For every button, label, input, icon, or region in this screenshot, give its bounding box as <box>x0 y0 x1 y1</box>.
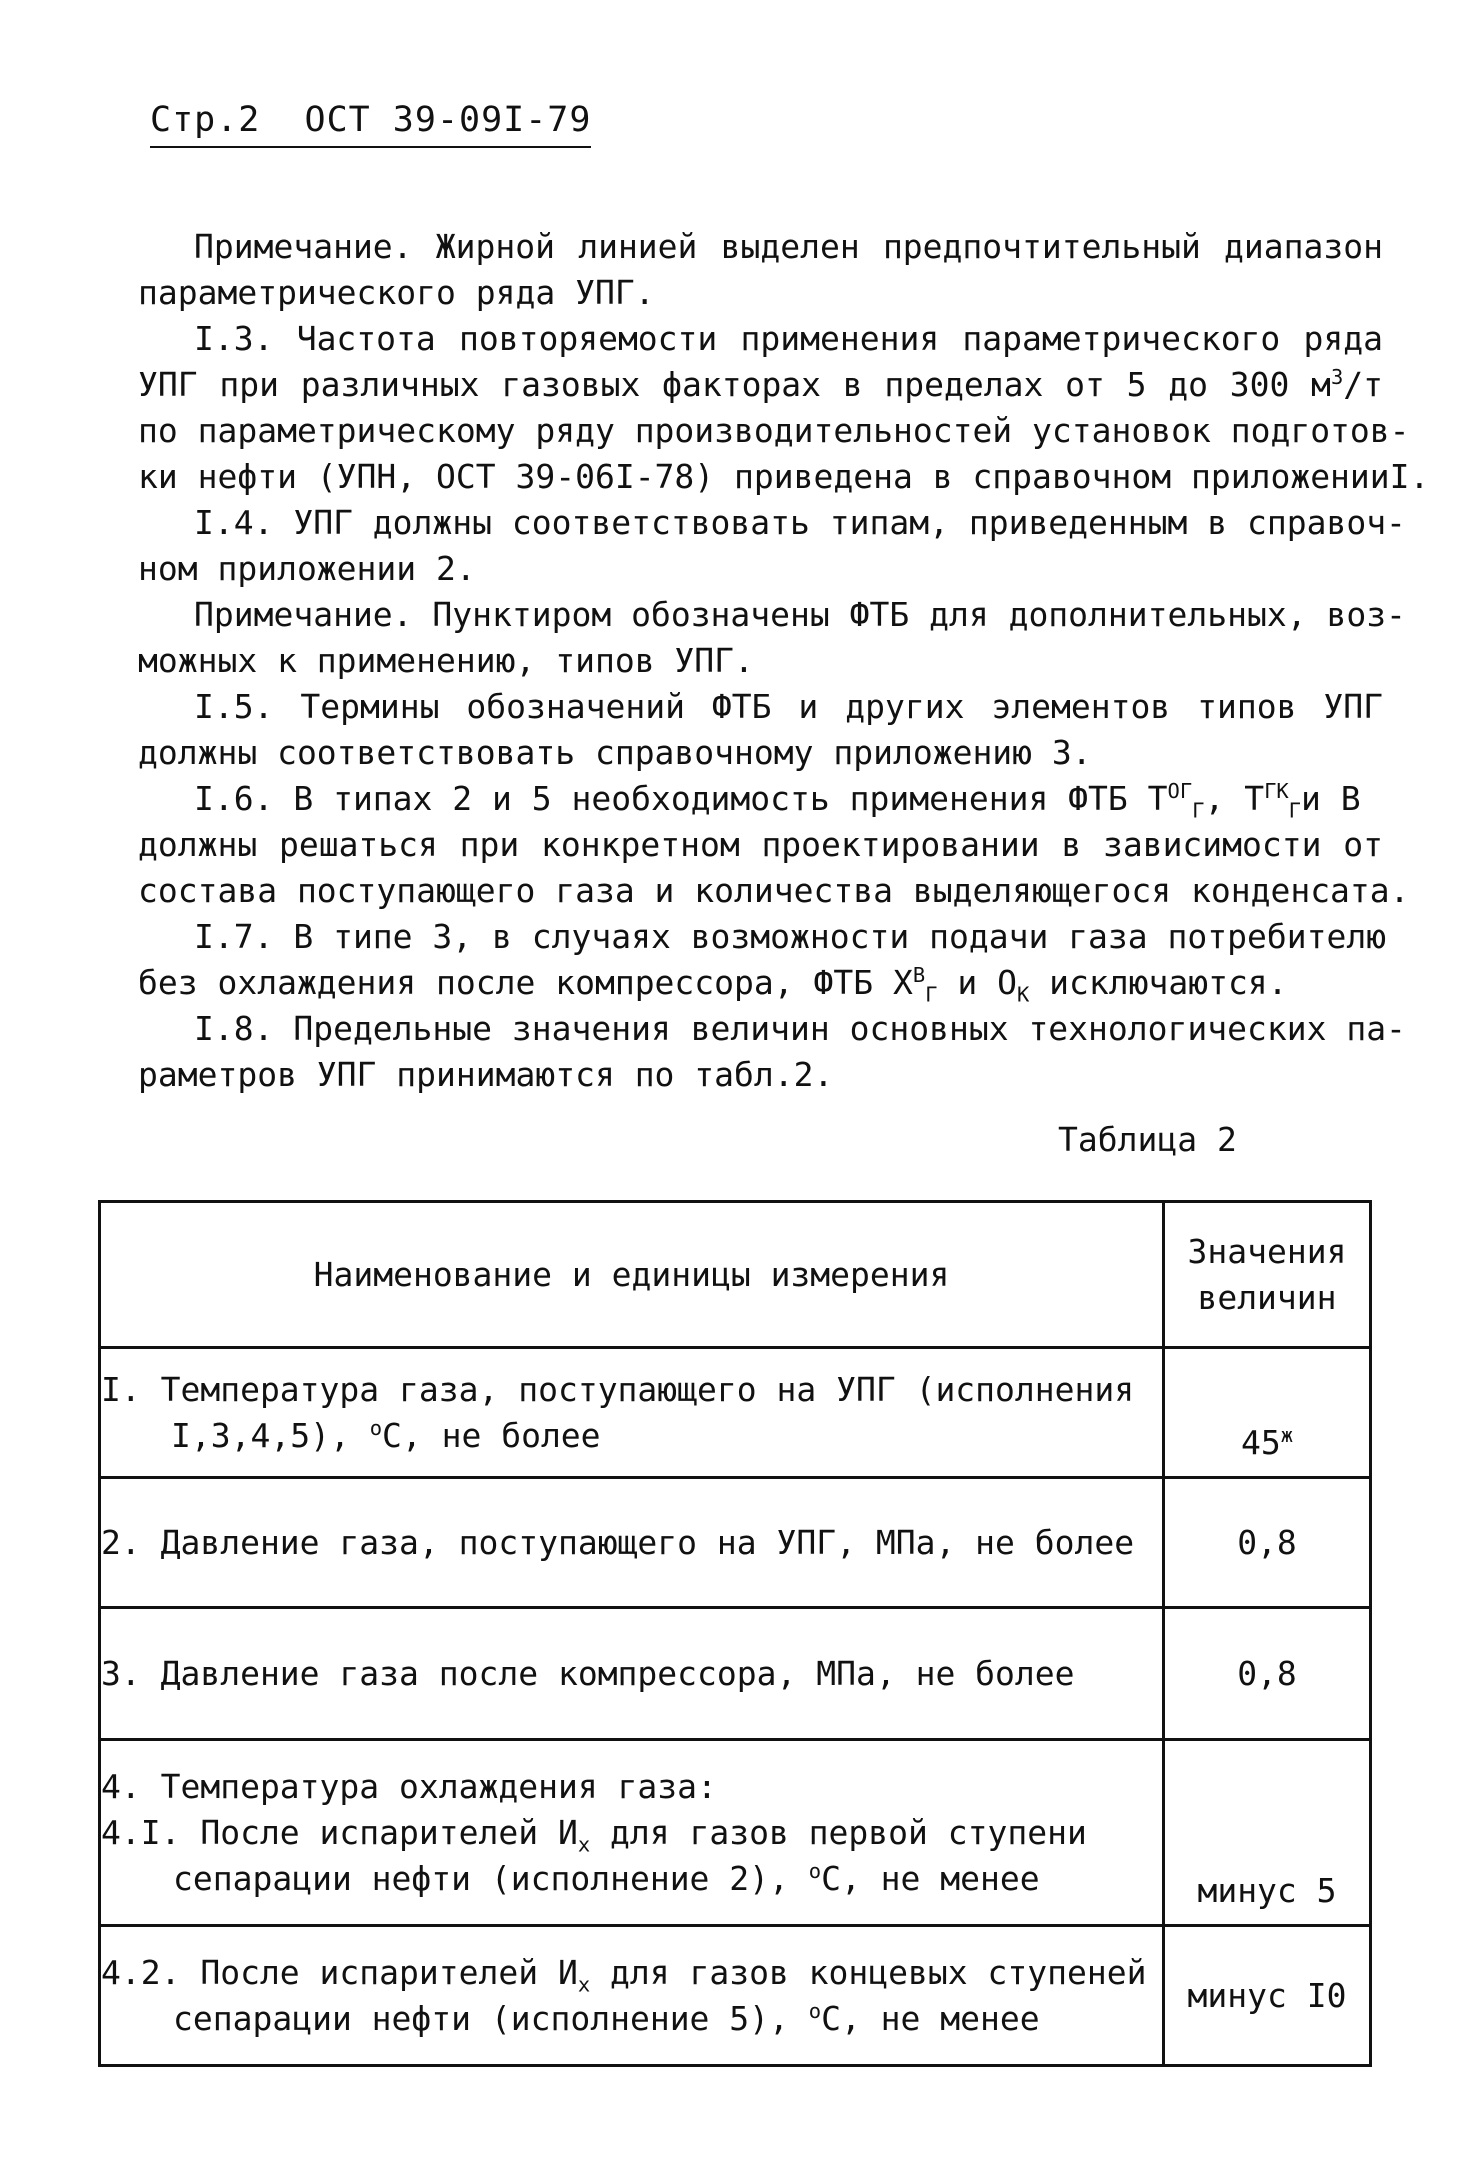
table-row <box>100 1608 1371 1740</box>
page-header <box>150 100 591 148</box>
row-name: I. Температура газа, поступающего на УПГ (исполнения I,3,4,5), $^о$С, не более <box>100 1348 1164 1478</box>
clause-1-8-line: I.8. Предельные значения величин основных технологических па- <box>194 1009 1406 1048</box>
clause-1-7-line: без охлаждения после компрессора, ФТБ $Х^В_Г$ и $О_К$ исключаются. <box>138 963 1288 1007</box>
clause-1-8-line: раметров УПГ принимаются по табл.2. <box>138 1055 834 1094</box>
clause-1-3-line: УПГ при различных газовых факторах в пределах от 5 до 300 $м^3/т$ <box>138 365 1383 404</box>
standard-code: ОСТ 39-09I-79 <box>304 100 592 140</box>
clause-1-3-line: по параметрическому ряду производительностей установок подготов- <box>138 411 1410 450</box>
clause-1-3-line: I.3. Частота повторяемости применения параметрического ряда <box>194 319 1383 358</box>
clause-1-6-line: I.6. В типах 2 и 5 необходимость применения ФТБ $Т^{ОГ}_Г$, $Т^{ГК}_Ги$ В <box>194 779 1361 823</box>
clause-1-4-line: I.4. УПГ должны соответствовать типам, приведенным в справоч- <box>194 503 1406 542</box>
table-row <box>100 1926 1371 2066</box>
table-row <box>100 1348 1371 1478</box>
document-body <box>138 224 1430 1098</box>
clause-1-4-line: ном приложении 2. <box>138 549 476 588</box>
row-name: 3. Давление газа после компрессора, МПа, не более <box>100 1608 1164 1740</box>
row-name: 4. Температура охлаждения газа: 4.I. После испарителей $И_х$ для газов первой ступени сепарации нефти (исполнение 2), $^о$С, не менее <box>100 1740 1164 1926</box>
clause-1-6-line: состава поступающего газа и количества выделяющегося конденсата. <box>138 871 1410 910</box>
clause-1-6-line: должны решаться при конкретном проектировании в зависимости от <box>138 825 1383 864</box>
clause-1-7-line: I.7. В типе 3, в случаях возможности подачи газа потребителю <box>194 917 1387 956</box>
note-2-line: Примечание. Пунктиром обозначены ФТБ для дополнительных, воз- <box>194 595 1406 634</box>
clause-1-5-line: I.5. Термины обозначений ФТБ и других элементов типов УПГ <box>194 687 1383 726</box>
row-value: 0,8 <box>1164 1478 1371 1608</box>
row-value: $45^ж$ <box>1164 1348 1371 1478</box>
row-value: минус I0 <box>1164 1926 1371 2066</box>
parameters-table <box>98 1200 1372 2067</box>
table-row <box>100 1478 1371 1608</box>
note-1-line: параметрического ряда УПГ. <box>138 273 655 312</box>
header-value-column: Значения величин <box>1164 1202 1371 1348</box>
header-name-column: Наименование и единицы измерения <box>100 1202 1164 1348</box>
table-caption: Таблица 2 <box>1058 1120 1237 1159</box>
note-2-line: можных к применению, типов УПГ. <box>138 641 754 680</box>
row-name: 2. Давление газа, поступающего на УПГ, МПа, не более <box>100 1478 1164 1608</box>
note-1-line: Примечание. Жирной линией выделен предпочтительный диапазон <box>194 227 1383 266</box>
row-value: 0,8 <box>1164 1608 1371 1740</box>
table-header-row <box>100 1202 1371 1348</box>
table-row <box>100 1740 1371 1926</box>
clause-1-5-line: должны соответствовать справочному приложению 3. <box>138 733 1092 772</box>
row-value: минус 5 <box>1164 1740 1371 1926</box>
page-number: Стр.2 <box>150 100 261 140</box>
clause-1-3-line: ки нефти (УПН, ОСТ 39-06I-78) приведена в справочном приложенииI. <box>138 457 1430 496</box>
row-name: 4.2. После испарителей $И_х$ для газов концевых ступеней сепарации нефти (исполнение 5), $^о$С, не менее <box>100 1926 1164 2066</box>
